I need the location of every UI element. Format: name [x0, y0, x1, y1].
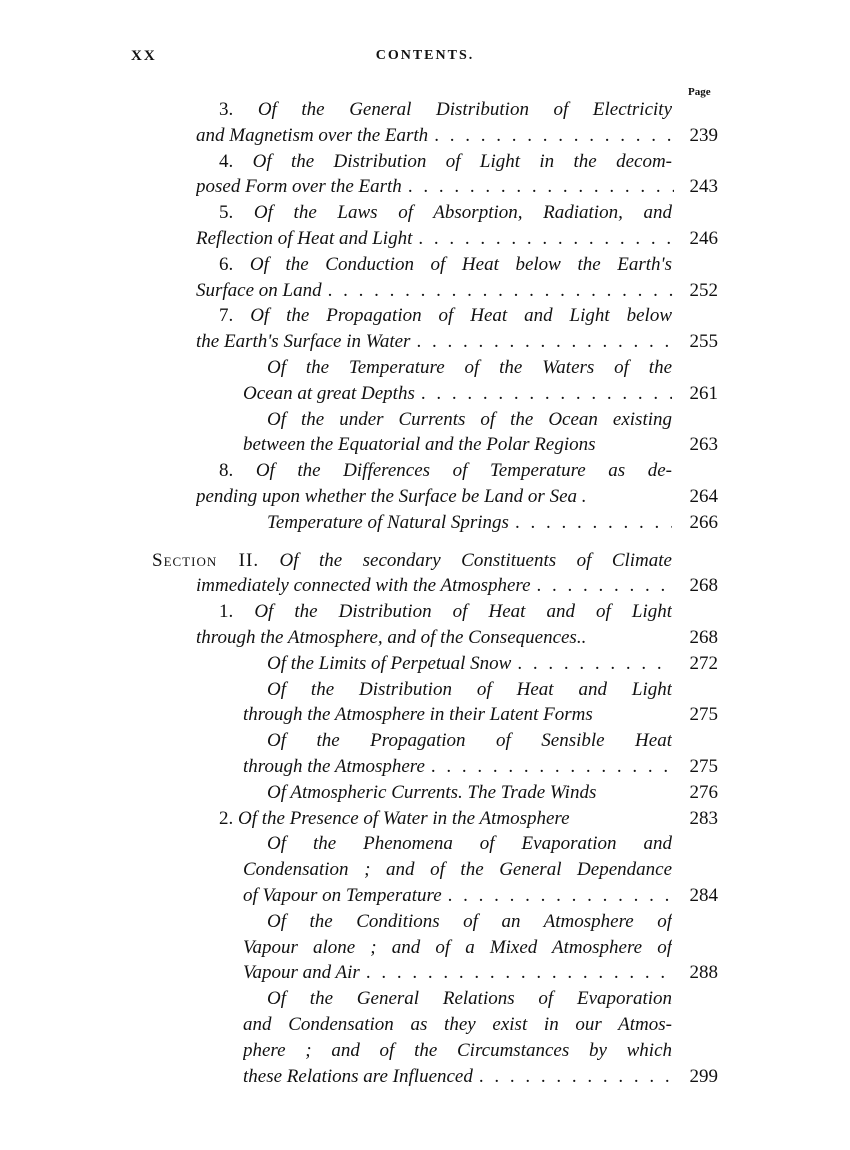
entry-title: Vapour and Air [243, 962, 360, 984]
toc-line [219, 149, 672, 175]
toc-line [267, 728, 672, 754]
dot-leader [322, 278, 674, 304]
entry-title: Of the Propagation of Heat and Light below [250, 305, 672, 327]
entry-title: through the Atmosphere in their Latent Forms [243, 704, 593, 726]
toc-line [243, 883, 672, 909]
toc-line [196, 329, 674, 355]
dot-leader [511, 651, 672, 677]
section-label: Section II. [152, 549, 260, 571]
dot-leader [531, 573, 674, 599]
page-reference: 288 [689, 962, 718, 984]
entry-title: through the Atmosphere [243, 756, 425, 777]
toc-line [219, 252, 672, 278]
toc-line [243, 935, 672, 961]
entry-number: 3. [219, 99, 234, 120]
entry-title: Of the Distribution of Light in the decom- [252, 150, 672, 172]
toc-line [196, 278, 674, 304]
toc-line [219, 200, 672, 226]
entry-title: Of the secondary Constituents of Climate [279, 549, 672, 571]
toc-line [267, 407, 672, 433]
toc-line [267, 355, 672, 381]
entry-title: and Condensation as they exist in our Atmos- [243, 1014, 672, 1035]
page-reference: 264 [689, 486, 718, 507]
entry-title: Of the Temperature of the Waters of the [267, 357, 672, 378]
toc-line [267, 986, 672, 1012]
entry-number: 4. [219, 150, 234, 172]
page-reference: 239 [689, 124, 718, 146]
entry-title: Of the Distribution of Heat and Light [267, 678, 672, 700]
toc-line [243, 702, 672, 728]
dot-leader [402, 174, 674, 200]
entry-title: Of the General Distribution of Electricity [257, 99, 672, 120]
toc-line [196, 174, 674, 200]
entry-title: pending upon whether the Surface be Land or Sea . [196, 486, 587, 507]
dot-leader [428, 123, 674, 149]
entry-title: Of the Differences of Temperature as de- [255, 460, 672, 482]
entry-title: of Vapour on Temperature [243, 885, 442, 906]
toc-line [219, 303, 672, 329]
entry-title: the Earth's Surface in Water [196, 331, 411, 353]
entry-title: Of Atmospheric Currents. The Trade Winds [267, 781, 597, 803]
toc-line [243, 432, 672, 458]
entry-title: Of the under Currents of the Ocean existing [267, 408, 672, 430]
dot-leader [412, 226, 674, 252]
entry-title: Of the Conduction of Heat below the Earth's [249, 253, 672, 275]
entry-title: Reflection of Heat and Light [196, 228, 413, 249]
toc-line [196, 625, 674, 651]
running-title: CONTENTS. [375, 48, 475, 63]
toc-line [196, 226, 674, 252]
entry-title: Condensation ; and of the General Dependance [243, 859, 672, 881]
entry-title: and Magnetism over the Earth [196, 124, 429, 146]
page-reference: 268 [689, 575, 718, 597]
toc-line [196, 484, 674, 510]
page-reference: 276 [689, 781, 718, 803]
toc-line [243, 1012, 672, 1038]
page-reference: 299 [689, 1065, 718, 1087]
page-reference: 284 [689, 885, 718, 906]
toc-line [267, 651, 672, 677]
page-reference: 246 [689, 228, 718, 249]
entry-title: Of the Phenomena of Evaporation and [267, 833, 672, 855]
dot-leader [442, 883, 672, 909]
toc-line [243, 1038, 672, 1064]
entry-title: these Relations are Influenced [243, 1065, 473, 1087]
dot-leader [410, 329, 674, 355]
entry-number: 2. [219, 807, 234, 829]
toc-line [267, 831, 672, 857]
entry-number: 6. [219, 253, 234, 275]
toc-line [243, 960, 672, 986]
page-reference: 261 [689, 382, 718, 404]
page-header [0, 48, 850, 72]
toc-line [267, 677, 672, 703]
entry-number: 7. [219, 305, 234, 327]
toc-line [243, 1064, 672, 1090]
entry-title: Of the General Relations of Evaporation [267, 988, 672, 1010]
dot-leader [509, 510, 672, 536]
entry-number: 8. [219, 460, 234, 482]
page-reference: 243 [689, 176, 718, 198]
toc-line [243, 381, 672, 407]
entry-title: posed Form over the Earth [196, 176, 402, 198]
entry-number: 1. [219, 601, 234, 623]
entry-title: Of the Conditions of an Atmosphere of [267, 910, 672, 932]
entry-title: Of the Distribution of Heat and of Light [254, 601, 672, 623]
toc-line [219, 458, 672, 484]
page-reference: 268 [689, 627, 718, 648]
toc-line [152, 548, 672, 574]
toc-line [196, 573, 674, 599]
entry-title: Of the Propagation of Sensible Heat [267, 730, 672, 752]
entry-number: 5. [219, 202, 234, 224]
page-reference: 266 [689, 511, 718, 533]
entry-title: through the Atmosphere, and of the Consequences.. [196, 627, 587, 648]
entry-title: Of the Laws of Absorption, Radiation, and [253, 202, 672, 224]
entry-title: phere ; and of the Circumstances by which [243, 1039, 672, 1061]
page-reference: 275 [689, 704, 718, 726]
dot-leader [425, 754, 672, 780]
entry-title: Of the Presence of Water in the Atmosphere [238, 807, 570, 829]
dot-leader [360, 960, 672, 986]
toc-line [219, 97, 672, 123]
page-reference: 283 [689, 807, 718, 829]
page-reference: 272 [689, 652, 718, 674]
page-reference: 255 [689, 331, 718, 353]
toc-line [219, 599, 672, 625]
toc-line [243, 754, 672, 780]
entry-title: Of the Limits of Perpetual Snow [267, 652, 512, 674]
entry-title: immediately connected with the Atmosphere [196, 575, 531, 597]
dot-leader [415, 381, 672, 407]
page-column-label: Page [688, 86, 711, 98]
toc-line [243, 857, 672, 883]
page-reference: 275 [689, 756, 718, 777]
toc-line [267, 909, 672, 935]
entry-title: Ocean at great Depths [243, 382, 415, 404]
page-reference: 252 [689, 279, 718, 301]
toc-line [267, 510, 672, 536]
entry-title: Temperature of Natural Springs [267, 511, 509, 533]
dot-leader [473, 1064, 672, 1090]
toc-line [219, 806, 672, 832]
page-reference: 263 [689, 434, 718, 456]
entry-title: Surface on Land [196, 279, 322, 301]
entry-title: between the Equatorial and the Polar Regions [243, 434, 596, 456]
page-number: XX [131, 48, 157, 64]
toc-line [267, 780, 672, 806]
entry-title: Vapour alone ; and of a Mixed Atmosphere of [243, 936, 672, 958]
toc-line [196, 123, 674, 149]
